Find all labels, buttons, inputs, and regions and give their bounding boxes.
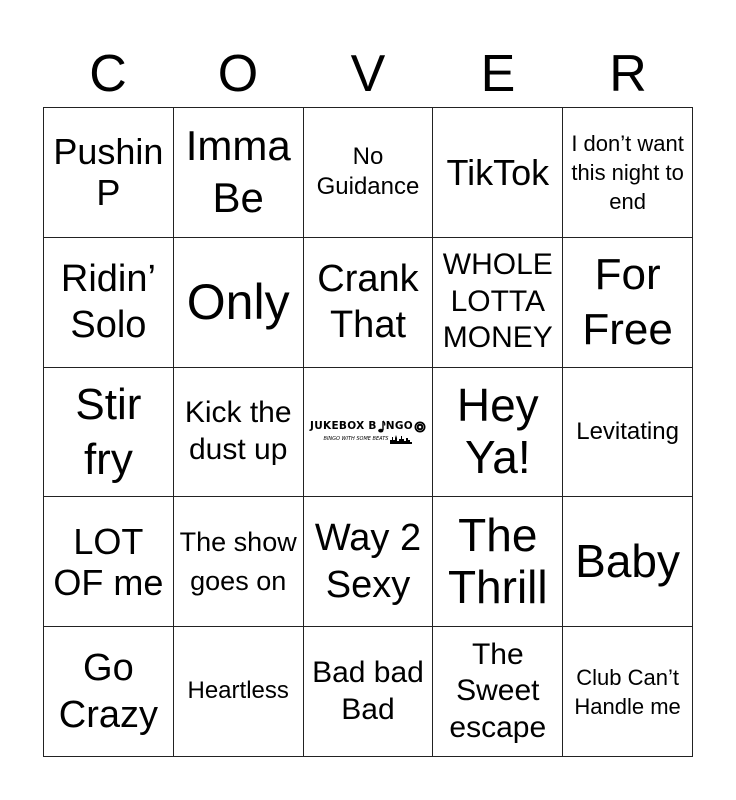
bingo-cell[interactable] (44, 368, 174, 498)
bingo-cell[interactable] (433, 368, 563, 498)
bingo-cell[interactable] (563, 368, 693, 498)
header-letter: O (217, 45, 259, 103)
bingo-cell[interactable] (304, 497, 434, 627)
bingo-cell[interactable] (44, 108, 174, 238)
bingo-board (43, 107, 693, 757)
cell-text: Kick the dust up (184, 396, 292, 466)
cell-text: Baby (575, 535, 681, 588)
cell-text: Stir fry (75, 379, 142, 484)
cell-text: WHOLE LOTTA MONEY (442, 248, 553, 355)
logo-tagline: BINGO WITH SOME BEATS (323, 435, 389, 442)
header-letter: R (609, 45, 647, 103)
jukebox-bingo-logo (310, 420, 426, 444)
cell-text: Imma Be (185, 121, 291, 222)
cell-text: I don’t want this night to end (571, 130, 684, 214)
cell-text: TikTok (446, 151, 550, 193)
header-letter: V (350, 45, 386, 103)
cell-text: Go Crazy (58, 647, 159, 736)
bingo-cell[interactable] (174, 497, 304, 627)
bingo-cell[interactable] (44, 627, 174, 757)
bingo-cell[interactable] (304, 238, 434, 368)
bingo-cell[interactable] (433, 627, 563, 757)
bingo-cell[interactable] (304, 108, 434, 238)
bingo-cell[interactable] (174, 368, 304, 498)
cell-text: The show goes on (179, 527, 297, 596)
bingo-cell[interactable] (433, 238, 563, 368)
bingo-cell[interactable] (174, 238, 304, 368)
cell-text: Hey Ya! (456, 379, 539, 483)
music-note-icon (377, 420, 386, 434)
cell-text: Levitating (576, 417, 679, 445)
bingo-cell[interactable] (174, 627, 304, 757)
bingo-cell[interactable] (563, 627, 693, 757)
bingo-cell[interactable] (433, 108, 563, 238)
bingo-cell[interactable] (433, 497, 563, 627)
bingo-cell[interactable] (563, 497, 693, 627)
free-space[interactable] (304, 368, 434, 498)
header-letter: C (89, 45, 127, 103)
cell-text: Ridin’ Solo (60, 257, 156, 347)
bingo-cell[interactable] (44, 497, 174, 627)
cell-text: Pushin P (53, 131, 164, 214)
logo-text: JUKEBOX B (309, 420, 377, 433)
cell-text: Bad bad Bad (312, 656, 424, 726)
cell-text: Crank That (317, 257, 419, 347)
cell-text: The Thrill (447, 509, 548, 613)
city-skyline-icon (390, 435, 412, 444)
vinyl-record-icon (414, 421, 426, 433)
bingo-header (43, 40, 693, 108)
cell-text: The Sweet escape (449, 637, 547, 744)
logo-text: NGO (385, 420, 413, 433)
bingo-cell[interactable] (44, 238, 174, 368)
cell-text: No Guidance (316, 142, 420, 201)
cell-text: For Free (582, 249, 673, 355)
bingo-cell[interactable] (304, 627, 434, 757)
cell-text: Only (186, 274, 290, 331)
cell-text: Club Can’t Handle me (574, 664, 681, 719)
cell-text: LOT OF me (53, 520, 164, 603)
bingo-cell[interactable] (563, 238, 693, 368)
cell-text: Heartless (187, 677, 289, 705)
bingo-cell[interactable] (174, 108, 304, 238)
header-letter: E (480, 45, 516, 103)
bingo-cell[interactable] (563, 108, 693, 238)
cell-text: Way 2 Sexy (314, 517, 422, 606)
